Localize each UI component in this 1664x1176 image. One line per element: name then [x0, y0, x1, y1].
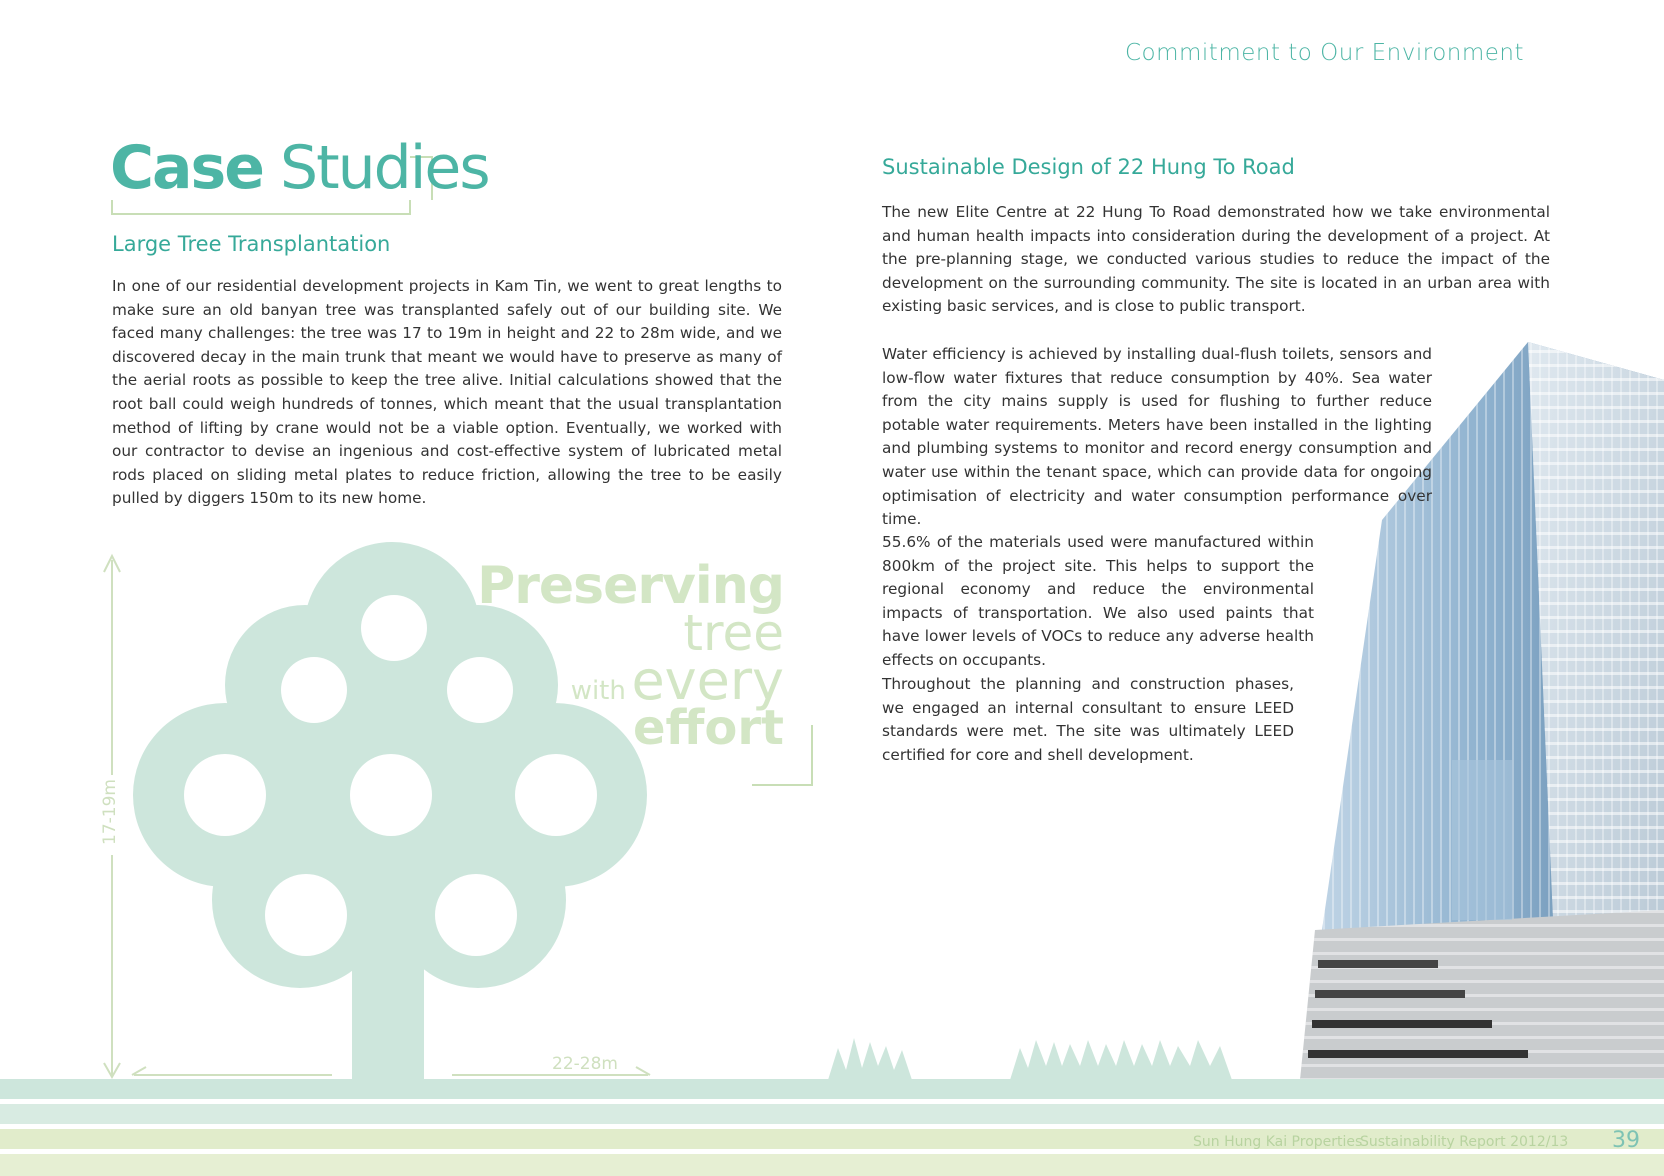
width-label: 22-28m: [552, 1054, 618, 1074]
page-title: [110, 133, 489, 203]
page-title-light: Studies: [280, 133, 489, 203]
footer-company: Sun Hung Kai Properties: [1193, 1134, 1363, 1150]
right-heading: Sustainable Design of 22 Hung To Road: [882, 155, 1295, 179]
tagline-line-2: tree: [683, 604, 784, 662]
section-title: Commitment to Our Environment: [1124, 40, 1524, 66]
grass: [828, 1038, 1232, 1080]
ground-stripes: [0, 1079, 1664, 1176]
left-paragraph: In one of our residential development projects in Kam Tin, we went to great lengths to make sure an old banyan tree was transplanted safely out of our building site. We faced many challenges: the tree was 17 to 19m in height and 22 to 28m wide, and we discovered decay in the main trunk that meant we would have to preserve as many of the aerial roots as possible to keep the tree alive. Initial calculations showed that the root ball could weigh hundreds of tonnes, which meant that the usual transplantation method of lifting by crane would not be a viable option. Eventually, we worked with our contractor to devise an ingenious and cost-effective system of lubricated metal rods placed on sliding metal plates to reduce friction, allowing the tree to be easily pulled by diggers 150m to its new home.: [112, 277, 782, 508]
tagline-with: with: [570, 676, 626, 706]
height-label: 17-19m: [100, 779, 120, 845]
right-paragraph-4: Throughout the planning and construction phases, we engaged an internal consultant to ensure LEED standards were met. The site was ultimately LEED certified for core and shell development.: [882, 675, 1294, 764]
right-paragraph-3: 55.6% of the materials used were manufactured within 800km of the project site. This helps to support the regional economy and reduce the environmental impacts of transportation. We also used paints that have lower levels of VOCs to reduce any adverse health effects on occupants.: [882, 533, 1314, 669]
tagline-line-1: Preserving: [477, 556, 784, 616]
page-title-bold: Case: [110, 133, 263, 203]
page-number: 39: [1612, 1128, 1640, 1153]
tagline: [464, 556, 784, 756]
left-heading: Large Tree Transplantation: [112, 232, 391, 256]
tagline-every: every: [631, 649, 784, 712]
footer-report: Sustainability Report 2012/13: [1360, 1134, 1569, 1150]
right-paragraph-1: The new Elite Centre at 22 Hung To Road demonstrated how we take environmental and human health impacts into consideration during the development of a project. At the pre-planning stage, we conducted various studies to reduce the impact of the development on the surrounding community. The site is located in an urban area with existing basic services, and is close to public transport.: [882, 203, 1550, 316]
right-paragraph-2: Water efficiency is achieved by installing dual-flush toilets, sensors and low-flow water fixtures that reduce consumption by 40%. Sea water from the city mains supply is used for flushing to further reduce potable water requirements. Meters have been installed in the lighting and plumbing systems to monitor and record energy consumption and water use within the tenant space, which can provide data for ongoing optimisation of electricity and water consumption performance over time.: [882, 345, 1432, 529]
tagline-line-4: effort: [632, 700, 784, 756]
